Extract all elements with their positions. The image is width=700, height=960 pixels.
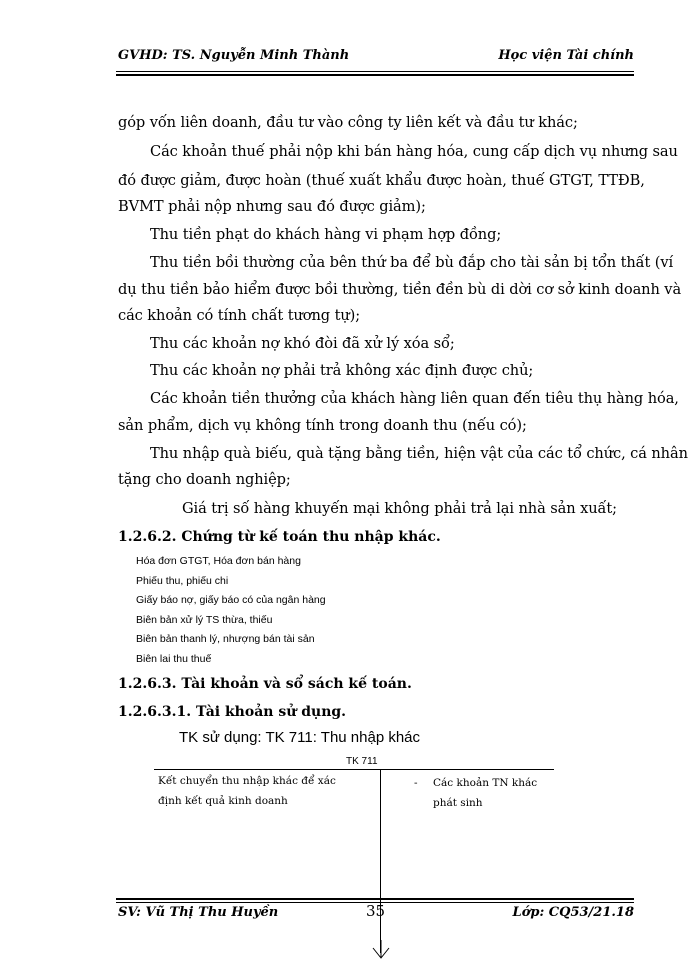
t-account-credit-line: Các khoản TN khác bbox=[433, 777, 538, 789]
section-heading-1262: 1.2.6.2. Chứng từ kế toán thu nhập khác. bbox=[118, 529, 441, 545]
document-list-item: Hóa đơn GTGT, Hóa đơn bán hàng bbox=[136, 555, 301, 567]
header-institution: Học viện Tài chính bbox=[498, 48, 634, 63]
document-list-item: Biên bản thanh lý, nhượng bán tài sản bbox=[136, 633, 315, 645]
body-line: Các khoản tiền thưởng của khách hàng liên quan đến tiêu thụ hàng hóa, bbox=[150, 390, 679, 407]
section-heading-1263: 1.2.6.3. Tài khoản và sổ sách kế toán. bbox=[118, 676, 412, 692]
t-account-horizontal-line bbox=[154, 769, 554, 770]
footer-student: SV: Vũ Thị Thu Huyền bbox=[118, 905, 279, 920]
page-number: 35 bbox=[366, 902, 386, 920]
body-line: các khoản có tính chất tương tự); bbox=[118, 307, 361, 324]
header-rule-thick bbox=[116, 74, 634, 76]
sub-heading-12631: 1.2.6.3.1. Tài khoản sử dụng. bbox=[118, 704, 347, 720]
body-line: sản phẩm, dịch vụ không tính trong doanh thu (nếu có); bbox=[118, 417, 527, 434]
t-account-name: TK 711 bbox=[346, 756, 378, 767]
footer-rule-thick bbox=[116, 898, 634, 900]
document-list-item: Phiếu thu, phiếu chi bbox=[136, 575, 229, 587]
body-line: BVMT phải nộp nhưng sau đó được giảm); bbox=[118, 198, 426, 215]
t-account-credit-bullet: - bbox=[414, 777, 418, 789]
t-account-debit-line: định kết quả kinh doanh bbox=[158, 795, 288, 807]
body-line: góp vốn liên doanh, đầu tư vào công ty liên kết và đầu tư khác; bbox=[118, 114, 578, 131]
t-account-credit-line: phát sinh bbox=[433, 797, 483, 809]
body-line: dụ thu tiền bảo hiểm được bồi thường, tiền đền bù di dời cơ sở kinh doanh và bbox=[118, 281, 682, 298]
document-list-item: Giấy báo nợ, giấy báo có của ngân hàng bbox=[136, 594, 326, 606]
body-line: Thu các khoản nợ phải trả không xác định được chủ; bbox=[150, 362, 534, 379]
body-line: tặng cho doanh nghiệp; bbox=[118, 471, 291, 488]
footer-class: Lớp: CQ53/21.18 bbox=[512, 905, 634, 920]
t-account-vertical-line bbox=[380, 769, 381, 953]
body-line: Giá trị số hàng khuyến mại không phải trả lại nhà sản xuất; bbox=[182, 500, 617, 517]
t-account-arrow-icon bbox=[371, 940, 391, 960]
t-account-debit-line: Kết chuyển thu nhập khác để xác bbox=[158, 775, 336, 787]
tk-title: TK sử dụng: TK 711: Thu nhập khác bbox=[179, 729, 421, 746]
header-author: GVHD: TS. Nguyễn Minh Thành bbox=[118, 48, 350, 63]
body-line: đó được giảm, được hoàn (thuế xuất khẩu được hoàn, thuế GTGT, TTĐB, bbox=[118, 172, 645, 189]
document-list-item: Biên bản xử lý TS thừa, thiếu bbox=[136, 614, 273, 626]
body-line: Thu tiền bồi thường của bên thứ ba để bù đắp cho tài sản bị tổn thất (ví bbox=[150, 254, 674, 271]
document-list-item: Biên lai thu thuế bbox=[136, 653, 212, 665]
header-rule bbox=[116, 71, 634, 72]
body-line: Các khoản thuế phải nộp khi bán hàng hóa, cung cấp dịch vụ nhưng sau bbox=[150, 143, 678, 160]
body-line: Thu các khoản nợ khó đòi đã xử lý xóa sổ; bbox=[150, 335, 455, 352]
body-line: Thu nhập quà biếu, quà tặng bằng tiền, hiện vật của các tổ chức, cá nhân bbox=[150, 445, 688, 462]
body-line: Thu tiền phạt do khách hàng vi phạm hợp đồng; bbox=[150, 226, 502, 243]
